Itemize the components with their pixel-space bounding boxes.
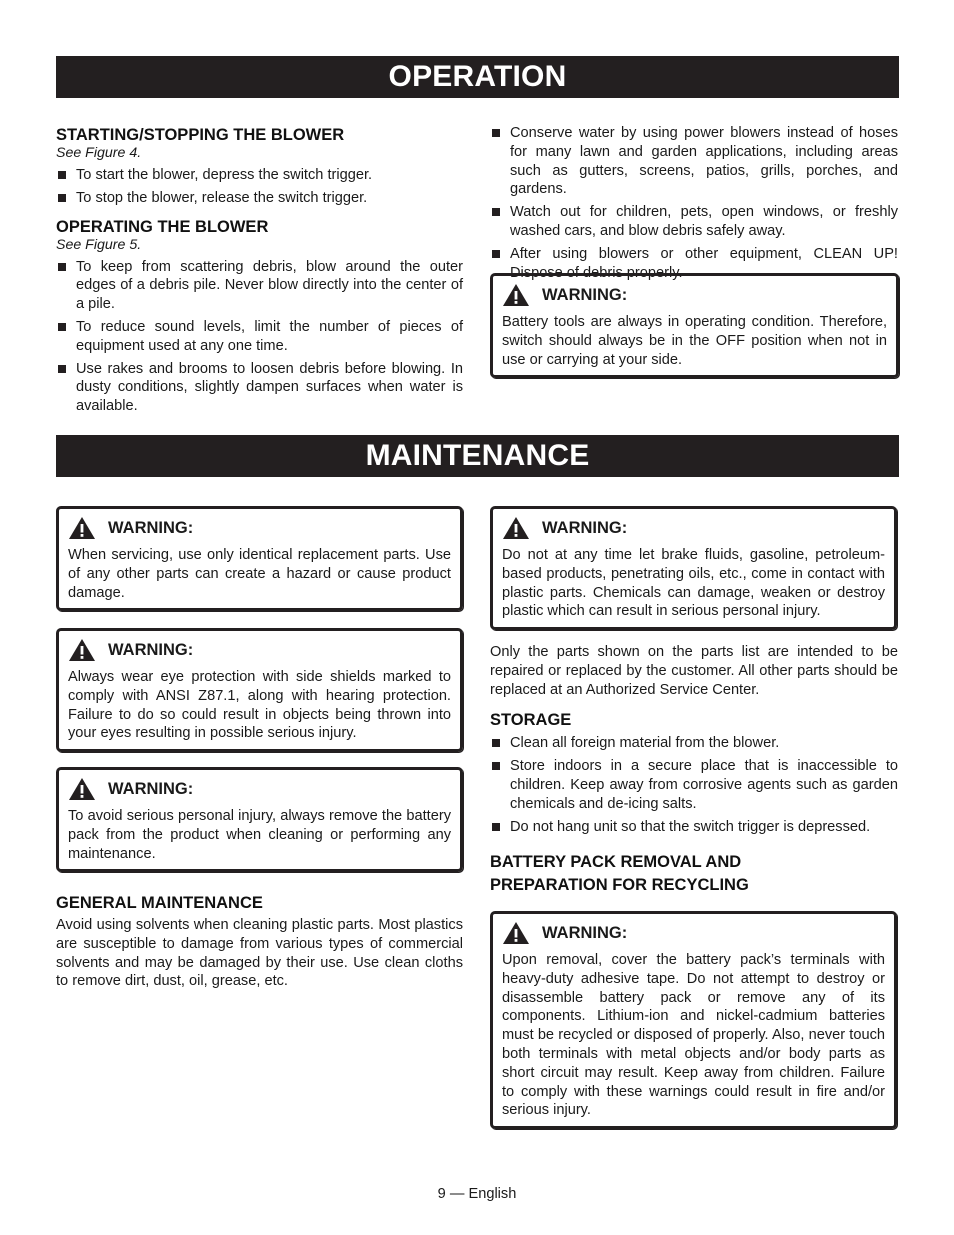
general-maintenance-heading: GENERAL MAINTENANCE	[56, 894, 263, 912]
warning-title: WARNING:	[108, 779, 194, 798]
battery-heading-line1: BATTERY PACK REMOVAL AND	[490, 853, 742, 872]
list-item: Clean all foreign material from the blower.	[490, 734, 898, 753]
chemicals-warning-box	[490, 506, 897, 630]
warning-triangle-icon	[502, 283, 530, 307]
operation-right-column	[490, 124, 898, 286]
warning-triangle-icon	[502, 921, 530, 945]
operating-heading: OPERATING THE BLOWER	[56, 217, 269, 236]
list-item: Watch out for children, pets, open windows, or freshly washed cars, and blow debris safely away.	[490, 203, 898, 241]
list-item: Do not hang unit so that the switch trigger is depressed.	[490, 818, 898, 837]
warning-text: When servicing, use only identical replacement parts. Use of any other parts can create a hazard or cause product damage.	[68, 547, 451, 601]
list-item: Use rakes and brooms to loosen debris before blowing. In dusty conditions, slightly dampen surfaces when water is available.	[56, 360, 463, 416]
warning-title: WARNING:	[108, 640, 194, 659]
warning-text: To avoid serious personal injury, always remove the battery pack from the product when cleaning or performing any maintenance.	[68, 808, 451, 862]
storage-bullet-list	[490, 734, 898, 836]
see-figure-4: See Figure 4.	[56, 145, 142, 161]
warning-text: Battery tools are always in operating condition. Therefore, switch should always be in the OFF position when not in use or carrying at your side.	[502, 314, 887, 368]
servicing-warning-box	[56, 506, 463, 611]
operation-right-bullet-list	[490, 124, 898, 282]
eye-protection-warning-box	[56, 628, 463, 752]
maintenance-banner: MAINTENANCE	[56, 435, 899, 477]
storage-heading: STORAGE	[490, 711, 572, 730]
general-maintenance-section	[56, 893, 463, 991]
page-footer: 9 — English	[437, 1186, 517, 1202]
battery-removal-warning-box	[56, 767, 463, 872]
warning-triangle-icon	[68, 516, 96, 540]
list-item: Conserve water by using power blowers instead of hoses for many lawn and garden applications, including areas such as gutters, screens, patios, grills, porches, and gardens.	[490, 124, 898, 199]
warning-text: Do not at any time let brake fluids, gasoline, petroleum-based products, penetrating oils, etc., come in contact with plastic parts. Chemicals can damage, weaken or destroy plastic which can result in serious personal injury.	[502, 547, 885, 620]
warning-text: Upon removal, cover the battery pack’s terminals with heavy-duty adhesive tape. Do not attempt to destroy or disassemble battery pack or remove any of its components. Lithium-ion and nickel-cadmium batteries must be recycled or disposed of properly. Also, never touch both terminals with metal objects and/or body parts as short circuit may result. Keep away from children. Failure to comply with these warnings could result in fire and/or serious injury.	[502, 952, 885, 1119]
list-item: Store indoors in a secure place that is inaccessible to children. Keep away from corrosive agents such as garden chemicals and de-icing salts.	[490, 757, 898, 813]
operating-bullet-list	[56, 258, 463, 416]
battery-recycling-warning-box	[490, 911, 897, 1129]
warning-triangle-icon	[68, 638, 96, 662]
parts-text: Only the parts shown on the parts list are intended to be repaired or replaced by the customer. All other parts should be replaced at an Authorized Service Center.	[490, 644, 898, 698]
operation-banner: OPERATION	[56, 56, 899, 98]
warning-title: WARNING:	[542, 923, 628, 942]
warning-title: WARNING:	[542, 285, 628, 304]
starting-bullet-list	[56, 166, 463, 208]
operation-warning-box	[490, 273, 899, 378]
battery-pack-heading	[490, 851, 898, 897]
list-item: To start the blower, depress the switch trigger.	[56, 166, 463, 185]
warning-triangle-icon	[502, 516, 530, 540]
list-item: To keep from scattering debris, blow around the outer edges of a debris pile. Never blow directly into the center of a pile.	[56, 258, 463, 314]
list-item: After using blowers or other equipment, CLEAN UP! Dispose of debris properly.	[490, 245, 898, 283]
list-item: To stop the blower, release the switch trigger.	[56, 189, 463, 208]
list-item: To reduce sound levels, limit the number of pieces of equipment used at any one time.	[56, 318, 463, 356]
see-figure-5: See Figure 5.	[56, 236, 142, 253]
maintenance-right-column	[490, 643, 898, 897]
warning-title: WARNING:	[542, 518, 628, 537]
starting-stopping-heading: STARTING/STOPPING THE BLOWER	[56, 126, 345, 144]
warning-title: WARNING:	[108, 518, 194, 537]
warning-text: Always wear eye protection with side shields marked to comply with ANSI Z87.1, along with hearing protection. Failure to do so could result in objects being thrown into your eyes resulting in possible serious injury.	[68, 669, 451, 742]
operation-left-column	[56, 125, 463, 420]
warning-triangle-icon	[68, 777, 96, 801]
general-maintenance-text: Avoid using solvents when cleaning plastic parts. Most plastics are susceptible to damage from various types of commercial solvents and may be damaged by their use. Use clean cloths to remove dirt, dust, oil, grease, etc.	[56, 917, 463, 990]
battery-heading-line2: PREPARATION FOR RECYCLING	[490, 876, 749, 895]
